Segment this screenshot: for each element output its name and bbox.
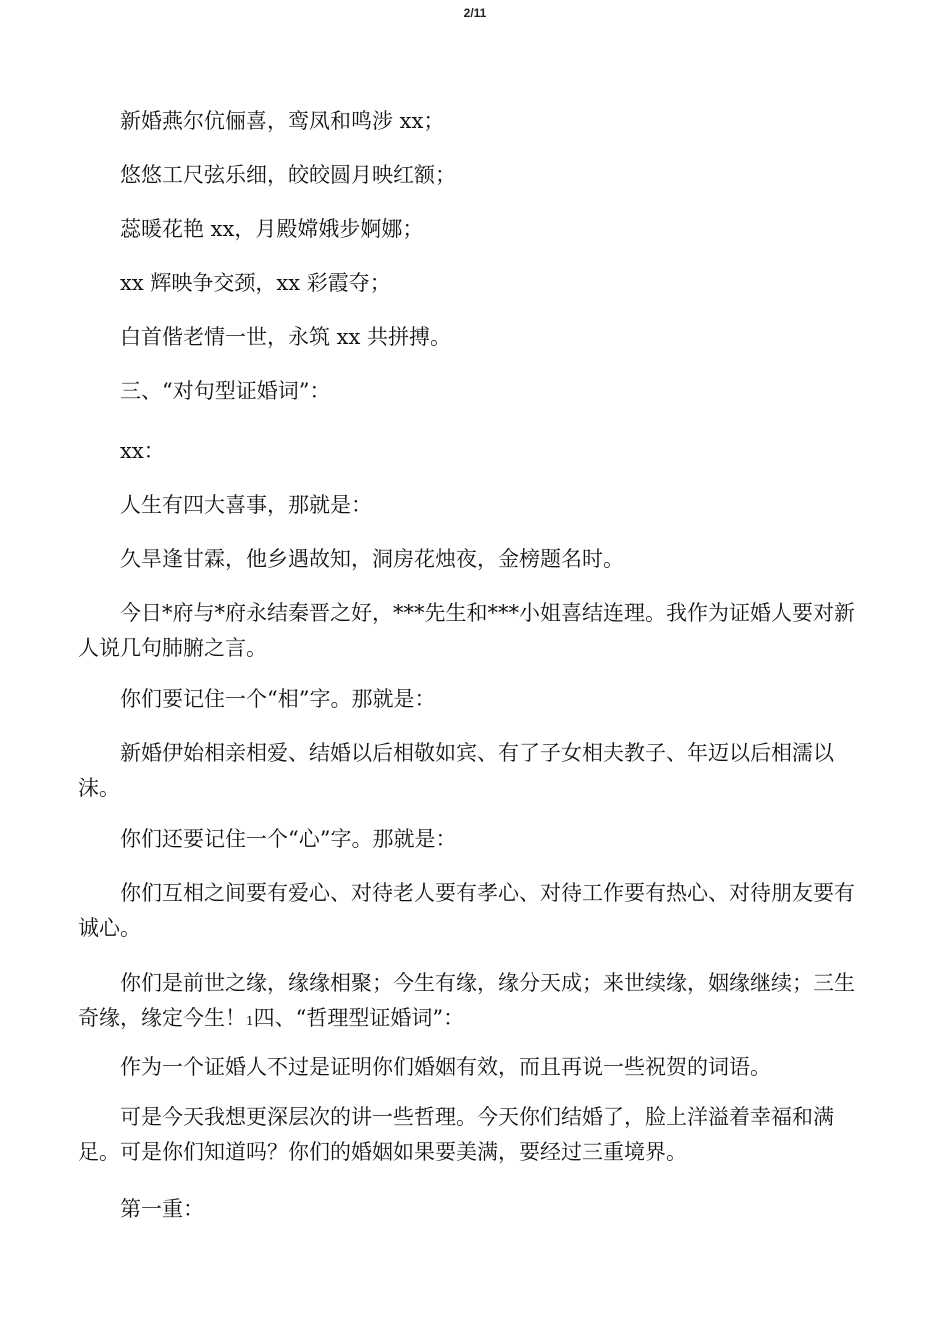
paragraph: 你们互相之间要有爱心、对待老人要有孝心、对待工作要有热心、对待朋友要有诚心。 <box>78 881 855 940</box>
paragraph: 你们还要记住一个“心”字。那就是： <box>120 827 457 851</box>
poem-line-5: 白首偕老情一世，永筑 xx 共拼搏。 <box>120 325 452 349</box>
page-number: 2/11 <box>463 6 487 20</box>
paragraph: 人生有四大喜事，那就是： <box>120 493 372 517</box>
paragraph-with-heading <box>78 966 864 1039</box>
section-heading-3: 三、“对句型证婚词”： <box>120 379 331 403</box>
poem-line-1: 新婚燕尔伉俪喜，鸾凤和鸣涉 xx； <box>120 109 445 133</box>
salutation: xx： <box>120 439 165 463</box>
paragraph: 今日*府与*府永结秦晋之好，***先生和***小姐喜结连理。我作为证婚人要对新人说几句肺腑之言。 <box>78 601 855 660</box>
poem-line-3: 蕊暖花艳 xx，月殿嫦娥步婀娜； <box>120 217 424 241</box>
paragraph: 新婚伊始相亲相爱、结婚以后相敬如宾、有了子女相夫教子、年迈以后相濡以沫。 <box>78 741 834 800</box>
paragraph: 你们要记住一个“相”字。那就是： <box>120 687 436 711</box>
section-heading-4: 四、“哲理型证婚词”： <box>253 1006 465 1030</box>
paragraph: 第一重： <box>120 1197 204 1221</box>
paragraph-text: 你们是前世之缘，缘缘相聚；今生有缘，缘分天成；来世续缘，姻缘继续；三生奇缘，缘定今生！ <box>78 971 855 1030</box>
paragraph: 作为一个证婚人不过是证明你们婚姻有效，而且再说一些祝贺的词语。 <box>120 1055 771 1079</box>
paragraph: 可是今天我想更深层次的讲一些哲理。今天你们结婚了，脸上洋溢着幸福和满足。可是你们知道吗？你们的婚姻如果要美满，要经过三重境界。 <box>78 1105 834 1164</box>
poem-line-4: xx 辉映争交颈，xx 彩霞夺； <box>120 271 391 295</box>
footnote-marker: 1 <box>246 1014 254 1028</box>
poem-line-2: 悠悠工尺弦乐细，皎皎圆月映红额； <box>120 163 456 187</box>
paragraph: 久旱逢甘霖，他乡遇故知，洞房花烛夜，金榜题名时。 <box>120 547 624 571</box>
